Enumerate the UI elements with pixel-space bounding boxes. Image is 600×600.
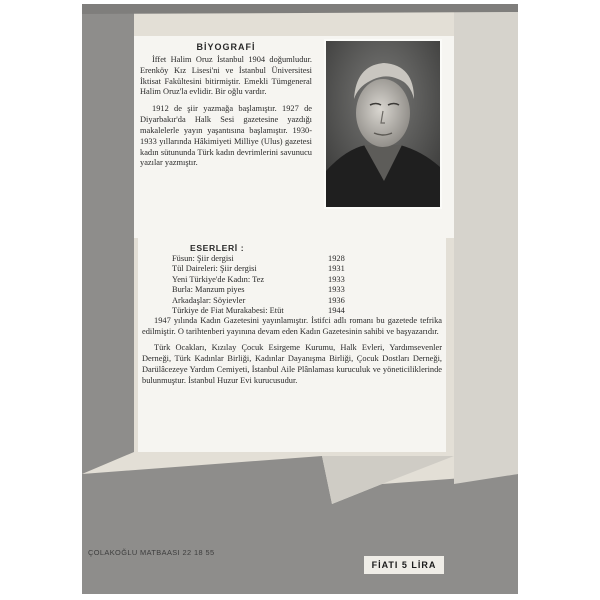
biography-title: BİYOGRAFİ <box>196 42 256 52</box>
work-name: Burla: Manzum piyes <box>172 285 245 295</box>
biography-paragraph: 1912 de şiir yazmağa başlamıştır. 1927 de Diyarbakır'da Halk Sesi gazetesine yazdığı makalelerle yayın yaşantısına başlamıştır. 1930-1933 yıllarında Hâkimiyeti Milliye (Ulus) gazetesi kadın sütununda Türk kadın devrimlerini savunucu yazılar yazmıştır. <box>140 104 312 168</box>
work-name: Füsun: Şiir dergisi <box>172 253 234 263</box>
biography-continued <box>142 316 442 391</box>
printer-imprint: ÇOLAKOĞLU MATBAASI 22 18 55 <box>88 548 215 557</box>
work-year: 1936 <box>328 295 345 305</box>
biography-paragraph: 1947 yılında Kadın Gazetesini yayınlamıştır. İstifci adlı romanı bu gazetede tefrika edilmiştir. O tarihtenberi yayınına devam eden Kadın Gazetesinin sahibi ve başyazarıdır. <box>142 316 442 336</box>
work-year: 1931 <box>328 264 345 274</box>
work-year: 1928 <box>328 253 345 263</box>
work-item <box>142 285 442 296</box>
work-year: 1944 <box>328 306 345 316</box>
work-name: Yeni Türkiye'de Kadın: Tez <box>172 274 265 284</box>
biography-text <box>140 42 312 175</box>
price-label: FİATI 5 LİRA <box>364 556 444 574</box>
author-portrait <box>324 39 442 209</box>
biography-paragraph: Türk Ocakları, Kızılay Çocuk Esirgeme Kurumu, Halk Evleri, Yardımsevenler Derneği, Türk Kadınlar Birliği, Kadınlar Dayanışma Birliği, Çocuk Dostları Derneği, Darülâcezeye Yardım Cemiyeti, İstanbul Aile Plânlaması kuruculuk ve yöneticiliklerinde bulunmuştur. İstanbul Huzur Evi kurucusudur. <box>142 342 442 385</box>
biography-paragraph: İffet Halim Oruz İstanbul 1904 doğumludur. Erenköy Kız Lisesi'ni ve İstanbul Üniversitesi İktisat Fakültesini bitirmiştir. Emekli Tümgeneral Halim Oruz'la evlidir. Bir oğlu vardır. <box>140 54 312 97</box>
work-name: Tül Daireleri: Şiir dergisi <box>172 264 257 274</box>
work-name: Türkiye de Fiat Murakabesi: Etüt <box>172 306 284 316</box>
work-item <box>142 264 442 275</box>
work-item <box>142 254 442 265</box>
work-name: Arkadaşlar: Söyievler <box>172 295 246 305</box>
work-year: 1933 <box>328 274 345 284</box>
works-list <box>142 243 442 317</box>
work-item <box>142 275 442 286</box>
works-title: ESERLERİ : <box>190 243 245 253</box>
work-year: 1933 <box>328 285 345 295</box>
work-item <box>142 296 442 307</box>
book-back-cover <box>82 4 518 594</box>
portrait-photo <box>326 41 440 207</box>
